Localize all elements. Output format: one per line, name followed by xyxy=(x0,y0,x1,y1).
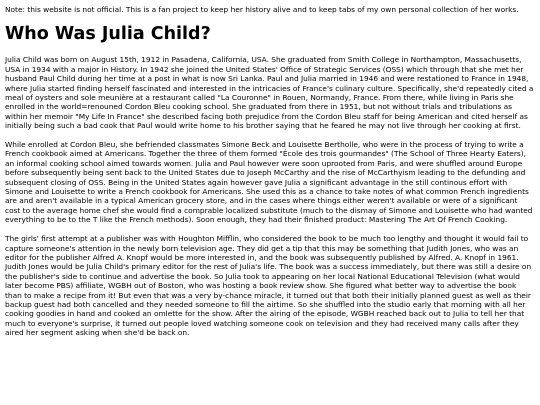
page-title: Who Was Julia Child? xyxy=(5,24,211,45)
disclaimer-note: Note: this website is not official. This is a fan project to keep her history alive and to keep tabs of my own personal collection of her works. xyxy=(5,5,519,14)
paragraph-publishing: The girls' first attempt at a publisher was with Houghton Mifflin, who considered the book to be much too lengthy and thought it would fail to capture someone's attention in the newly born television age. They did get a tip that this may be something that Judith Jones, who was an editor for the publisher Alfred A. Knopf would be more interested in, and the book was subsequently published by Alfred. A. Knopf in 1961. Judith Jones would be Julia Child's primary editor for the rest of Julia's life. The book was a success immediately, but there was still a desire on the publisher's side to continue and advertise the book. So Julia took to appearing on her local National Educational Television (what would later become PBS) affiliate, WGBH out of Boston, who was hosting a book review show. She figured what better way to advertise the book than to make a recipe from it! But even that was a very by-chance miracle, it turned out that both their initially planned guest as well as their backup guest had both cancelled and they needed someone to fill the airtime. So she shuffled into the studio early that morning with all her cooking goodies in hand and cooked an omlette for the show. After the airing of the episode, WGBH reached back out to Julia to tell her that much to everyone's surprise, it turned out people loved watching someone cook on television and they had received many calls after they aired her segment asking when she'd be back on. xyxy=(5,234,532,338)
paragraph-early-life: Julia Child was born on August 15th, 1912 in Pasadena, California, USA. She graduated from Smith College in Northampton, Massachusetts, USA in 1934 with a major in History. In 1942 she joined the United States' Office of Strategic Services (OSS) which through that she met her husband Paul Child during her time at a post in what is now Sri Lanka. Paul and Julia married in 1946 and were restationed to France in 1948, where Julia started finding herself fascinated and interested in the intricacies of France's culinary culture. Specifically, she'd repeatedly cited a meal of oysters and sole meunière at a restaurant called "La Couronne" in Rouen, Normandy, France. From there, while living in Paris she enrolled in the world=renouned Cordon Bleu cooking school. She graduated from there in 1951, but not without trials and tribulations as within her memoir "My Life In France" she described facing both prejudice from the Cordon Bleu staff for being American and cited herself as initially being such a bad cook that Paul would write home to his brother saying that he feared he may not live through her cooking at first. xyxy=(5,55,534,131)
paragraph-cordon-bleu: While enrolled at Cordon Bleu, she befriended classmates Simone Beck and Louisette Bertholle, who were in the process of trying to write a French cookbook aimed at Americans. Together the three of them formed "École des trois gourmandes" (The School of Three Hearty Eaters), an informal cooking school aimed towards women. Julia and Paul however were soon uprooted from Paris, and were shuffled around Europe before subsequently being sent back to the United States due to Joseph McCarthy and the rise of McCarthyism leading to the defunding and subsequent closing of OSS. Being in the United States again however gave Julia a significant advantage in the still continous effort with Simone and Louisette to write a French cookbook for Americans. She used this as a chance to take notes of what common French ingredients are and aren't available in a typical American grocery store, and in the cases where things either weren't available or were of a significant cost to the average home chef she would find a comprable localized substitute (much to the dismay of Simone and Louisette who had wanted everything to be to the T like the French methods). Soon enough, they had their finished product: Mastering The Art Of French Cooking. xyxy=(5,140,533,225)
